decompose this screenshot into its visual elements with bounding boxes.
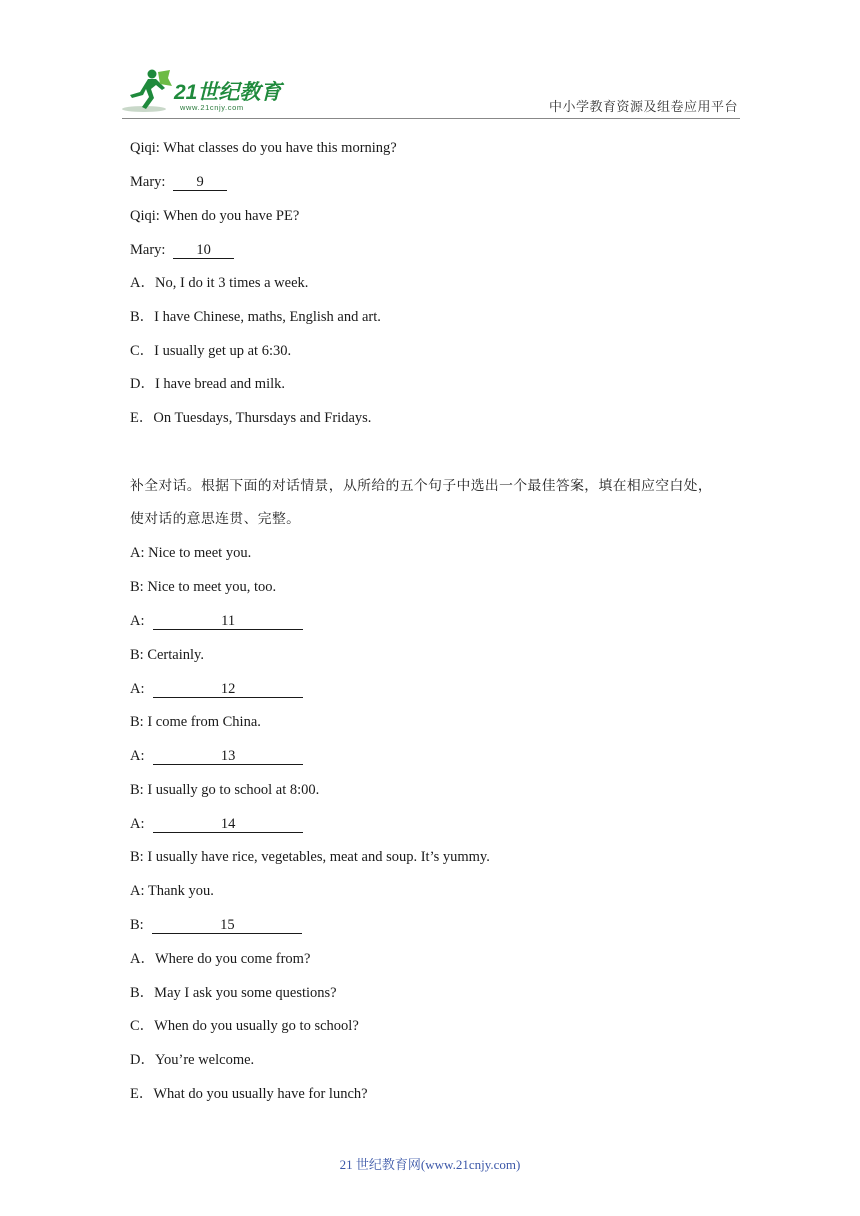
platform-title: 中小学教育资源及组卷应用平台 (549, 100, 739, 115)
answer-blank-14[interactable]: 14 (153, 816, 303, 833)
speaker-label: Qiqi: (130, 140, 160, 156)
speaker-label: B: (130, 917, 144, 933)
dialogue-text: What classes do you have this morning? (163, 140, 397, 156)
dialogue-line (130, 646, 204, 664)
speaker-label: B: (130, 714, 144, 730)
dialogue-line (130, 815, 303, 833)
speaker-label: A: (130, 681, 145, 697)
dialogue-text: Thank you. (147, 883, 214, 899)
dialogue-line (130, 578, 276, 596)
logo-url: www.21cnjy.com (180, 103, 244, 112)
option-c: C．When do you usually go to school? (130, 1018, 359, 1034)
dialogue-text: Nice to meet you. (148, 545, 252, 561)
dialogue-line (130, 848, 490, 866)
dialogue-line (130, 713, 261, 731)
answer-blank-9[interactable]: 9 (173, 174, 227, 191)
dialogue-line (130, 241, 234, 259)
speaker-label: B: (130, 849, 144, 865)
instruction-line: 使对话的意思连贯、完整。 (130, 511, 301, 527)
answer-blank-10[interactable]: 10 (173, 242, 234, 259)
speaker-label: A: (130, 748, 145, 764)
answer-blank-12[interactable]: 12 (153, 681, 303, 698)
dialogue-text: Nice to meet you, too. (147, 579, 277, 595)
logo (122, 68, 297, 116)
page-footer: 21 世纪教育网(www.21cnjy.com) (339, 1157, 521, 1172)
option-b: B．May I ask you some questions? (130, 985, 337, 1001)
dialogue-text: When do you have PE? (163, 208, 300, 224)
dialogue-line (130, 747, 303, 765)
dialogue-line (130, 173, 227, 191)
speaker-label: B: (130, 647, 144, 663)
option-a: A．Where do you come from? (130, 951, 311, 967)
option-d: D．You’re welcome. (130, 1052, 255, 1068)
option-a: A．No, I do it 3 times a week. (130, 275, 309, 291)
header-divider (122, 118, 740, 119)
dialogue-text: I usually have rice, vegetables, meat and soup. It’s yummy. (147, 849, 490, 865)
dialogue-line (130, 916, 302, 934)
logo-text: 21世纪教育 (174, 81, 282, 104)
instruction-line: 补全对话。根据下面的对话情景，从所给的五个句子中选出一个最佳答案，填在相应空白处， (130, 478, 713, 494)
runner-logo-icon (122, 68, 182, 116)
dialogue-line (130, 781, 319, 799)
dialogue-text: I usually go to school at 8:00. (147, 782, 320, 798)
dialogue-text: Certainly. (147, 647, 204, 663)
answer-blank-11[interactable]: 11 (153, 613, 303, 630)
option-e: E．What do you usually have for lunch? (130, 1086, 368, 1102)
dialogue-line (130, 544, 251, 562)
dialogue-line (130, 207, 299, 225)
answer-blank-15[interactable]: 15 (152, 917, 302, 934)
page-header (0, 0, 860, 125)
option-d: D．I have bread and milk. (130, 376, 286, 392)
dialogue-line (130, 680, 303, 698)
dialogue-text: I come from China. (147, 714, 261, 730)
speaker-label: A: (130, 545, 145, 561)
speaker-label: A: (130, 816, 145, 832)
speaker-label: Mary: (130, 242, 166, 258)
speaker-label: B: (130, 579, 144, 595)
dialogue-line (130, 139, 397, 157)
option-c: C．I usually get up at 6:30. (130, 343, 292, 359)
speaker-label: Mary: (130, 174, 166, 190)
dialogue-line (130, 612, 303, 630)
option-e: E．On Tuesdays, Thursdays and Fridays. (130, 410, 372, 426)
speaker-label: B: (130, 782, 144, 798)
option-b: B．I have Chinese, maths, English and art. (130, 309, 381, 325)
speaker-label: Qiqi: (130, 208, 160, 224)
speaker-label: A: (130, 613, 145, 629)
dialogue-line (130, 882, 214, 900)
speaker-label: A: (130, 883, 145, 899)
answer-blank-13[interactable]: 13 (153, 748, 303, 765)
